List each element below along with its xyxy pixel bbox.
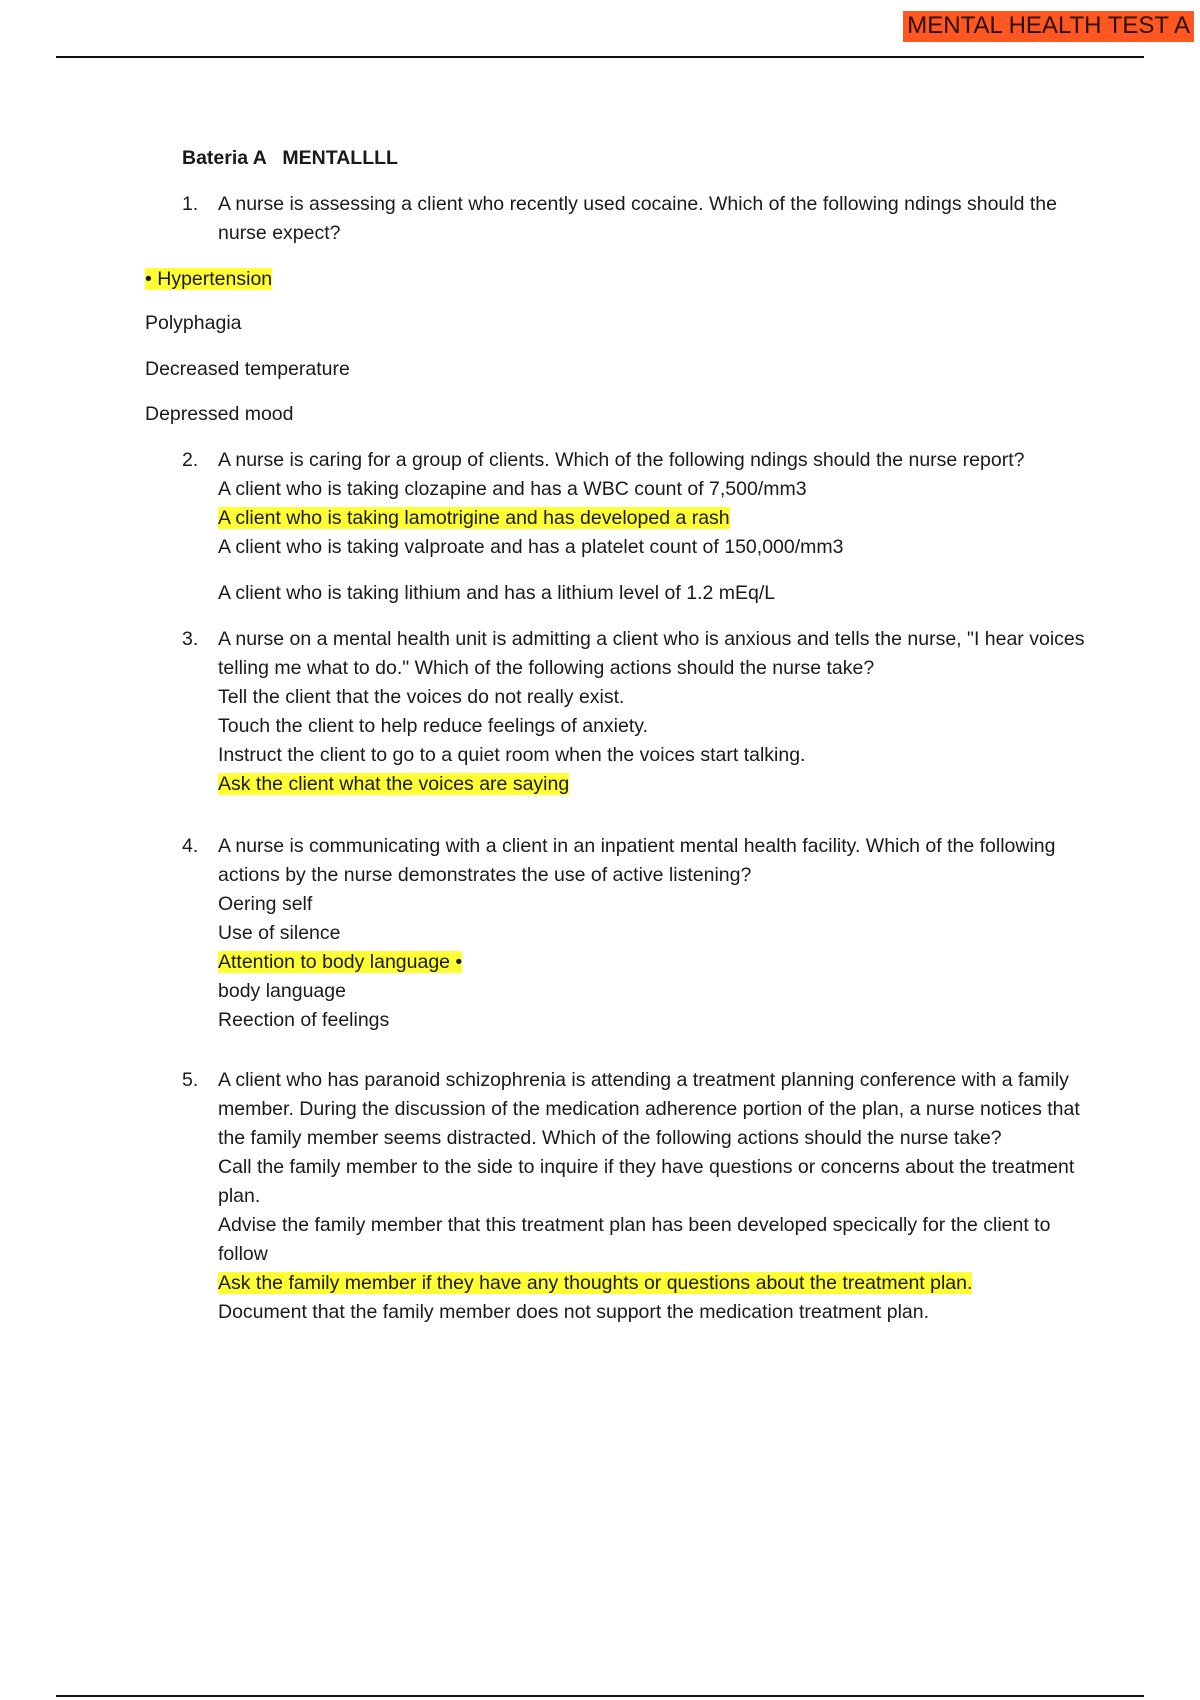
question-stem: A nurse is assessing a client who recently used cocaine. Which of the following ndings should the nurse expect? [218, 193, 1057, 244]
answer-option: body language [218, 980, 346, 1002]
answer-option: Oering self [218, 893, 313, 915]
footer-divider [56, 1695, 1144, 1697]
answer-option: Depressed mood [145, 403, 294, 425]
question-2 [182, 446, 1102, 608]
question-stem: A nurse is communicating with a client in an inpatient mental health facility. Which of the following actions by the nurse demonstrates the use of active listening? [218, 835, 1056, 886]
document-header-tag: MENTAL HEALTH TEST A [903, 11, 1194, 42]
answer-option-highlighted: Ask the client what the voices are saying [218, 773, 570, 795]
question-number: 4. [182, 835, 199, 857]
question-5 [182, 1066, 1102, 1327]
answer-option: Touch the client to help reduce feelings of anxiety. [218, 715, 648, 737]
question-stem: A client who has paranoid schizophrenia is attending a treatment planning conference with a family member. During the discussion of the medication adherence portion of the plan, a nurse notices that the family member seems distracted. Which of the following actions should the nurse take? [218, 1069, 1080, 1149]
question-number: 3. [182, 628, 199, 650]
answer-option-highlighted: • Hypertension [145, 268, 273, 290]
answer-option: A client who is taking clozapine and has a WBC count of 7,500/mm3 [218, 478, 807, 500]
question-3 [182, 625, 1102, 799]
question-number: 5. [182, 1069, 199, 1091]
answer-option: A client who is taking lithium and has a lithium level of 1.2 mEq/L [218, 582, 776, 604]
question-number: 2. [182, 449, 199, 471]
question-stem: A nurse is caring for a group of clients. Which of the following ndings should the nurse report? [218, 449, 1025, 471]
answer-option: Polyphagia [145, 312, 242, 334]
answer-option: Reection of feelings [218, 1009, 390, 1031]
answer-option: Tell the client that the voices do not really exist. [218, 686, 625, 708]
answer-option: Instruct the client to go to a quiet room when the voices start talking. [218, 744, 806, 766]
question-stem: A nurse on a mental health unit is admitting a client who is anxious and tells the nurse, "I hear voices telling me what to do." Which of the following actions should the nurse take? [218, 628, 1085, 679]
answer-option: A client who is taking valproate and has a platelet count of 150,000/mm3 [218, 536, 844, 558]
question-4 [182, 832, 1102, 1035]
answer-option: Call the family member to the side to inquire if they have questions or concerns about the treatment plan. [218, 1156, 1075, 1207]
answer-option: Document that the family member does not support the medication treatment plan. [218, 1301, 930, 1323]
document-title: Bateria A MENTALLLL [182, 147, 398, 169]
question-1 [182, 190, 1102, 248]
answer-option-highlighted: Ask the family member if they have any thoughts or questions about the treatment plan. [218, 1272, 973, 1294]
answer-option: Decreased temperature [145, 358, 350, 380]
answer-option: Advise the family member that this treatment plan has been developed specically for the client to follow [218, 1214, 1051, 1265]
answer-option-highlighted: A client who is taking lamotrigine and has developed a rash [218, 507, 730, 529]
question-number: 1. [182, 193, 199, 215]
answer-option: Use of silence [218, 922, 341, 944]
answer-option-highlighted: Attention to body language • [218, 951, 463, 973]
